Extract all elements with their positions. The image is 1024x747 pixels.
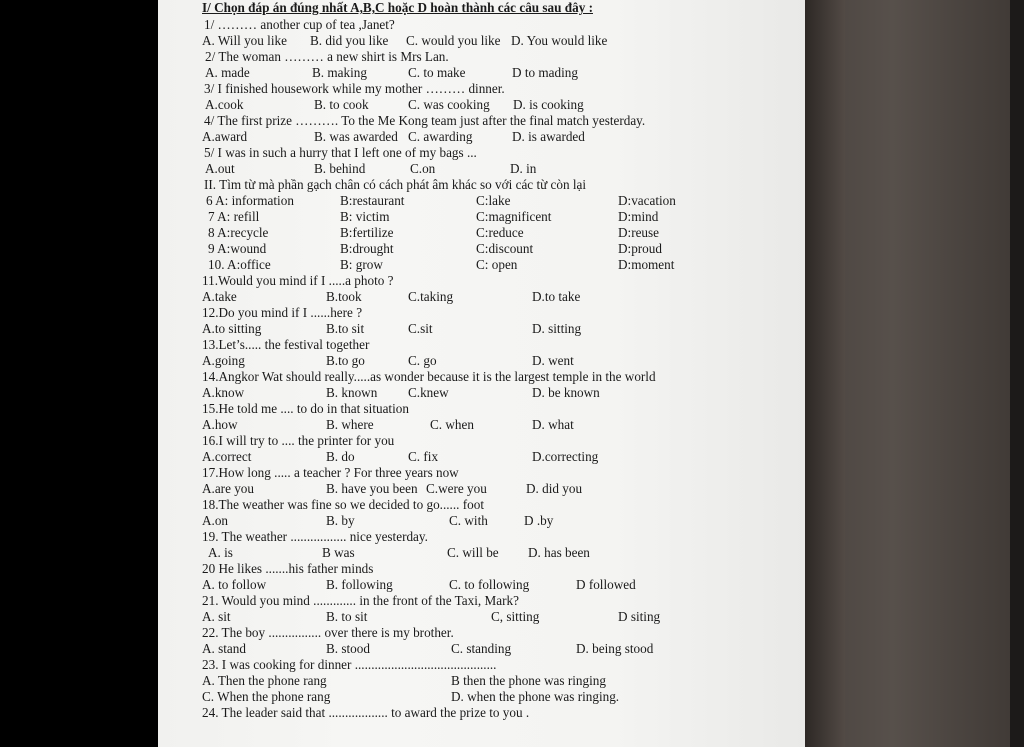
answer-option: A.to sitting <box>202 321 262 336</box>
question-text: 1/ ……… another cup of tea ,Janet? <box>204 17 395 32</box>
answer-option: B. was awarded <box>314 129 398 144</box>
question-text: 2/ The woman ……… a new shirt is Mrs Lan. <box>205 49 449 64</box>
answer-option: B. by <box>326 513 355 528</box>
answer-options-row <box>202 97 802 113</box>
answer-options-row <box>202 609 802 625</box>
question-text: 21. Would you mind ............. in the front of the Taxi, Mark? <box>202 593 519 608</box>
answer-option: A. stand <box>202 641 246 656</box>
answer-option: B. known <box>326 385 378 400</box>
question-text: 13.Let’s..... the festival together <box>202 337 370 352</box>
question-text: 5/ I was in such a hurry that I left one of my bags ... <box>204 145 477 160</box>
desk-background-right <box>805 0 1024 747</box>
answer-options-row <box>202 417 802 433</box>
answer-option: C.on <box>410 161 436 176</box>
answer-option: A.know <box>202 385 245 400</box>
answer-option: D.correcting <box>532 449 599 464</box>
answer-option: D. did you <box>526 481 583 496</box>
answer-option: A. made <box>205 65 250 80</box>
answer-option: D:reuse <box>618 225 660 240</box>
answer-option: D. be known <box>532 385 600 400</box>
paper-stack-edge <box>805 0 845 747</box>
answer-option: A. Then the phone rang <box>202 673 327 688</box>
answer-option: A.award <box>202 129 248 144</box>
answer-option: A.cook <box>205 97 244 112</box>
answer-option: C:reduce <box>476 225 524 240</box>
question-line <box>202 145 802 161</box>
question-text: 15.He told me .... to do in that situation <box>202 401 409 416</box>
question-line <box>202 433 802 449</box>
answer-option: C. will be <box>447 545 499 560</box>
question-text: 17.How long ..... a teacher ? For three years now <box>202 465 459 480</box>
answer-option: D.to take <box>532 289 581 304</box>
answer-option: B:restaurant <box>340 193 405 208</box>
question-text: 4/ The first prize ………. To the Me Kong team just after the final match yesterday. <box>204 113 646 128</box>
question-text: 19. The weather ................. nice yesterday. <box>202 529 428 544</box>
answer-option: D. is awarded <box>512 129 585 144</box>
question-text: II. Tìm từ mà phần gạch chân có cách phát âm khác so với các từ còn lại <box>204 177 587 192</box>
answer-options-row <box>202 129 802 145</box>
question-text: 20 He likes .......his father minds <box>202 561 374 576</box>
answer-option: C. When the phone rang <box>202 689 331 704</box>
answer-option: D:proud <box>618 241 662 256</box>
answer-options-row <box>202 321 802 337</box>
answer-option: B. did you like <box>310 33 389 48</box>
question-text: 24. The leader said that .................. to award the prize to you . <box>202 705 530 720</box>
answer-option: B.to sit <box>326 321 365 336</box>
answer-option: B: victim <box>340 209 390 224</box>
answer-options-row <box>202 289 802 305</box>
answer-options-row <box>202 33 802 49</box>
answer-options-row <box>202 513 802 529</box>
answer-option: 9 A:wound <box>208 241 267 256</box>
answer-option: D. is cooking <box>513 97 584 112</box>
answer-option: A. Will you like <box>202 33 287 48</box>
question-text: 22. The boy ................ over there is my brother. <box>202 625 454 640</box>
question-line <box>202 305 802 321</box>
answer-option: D. has been <box>528 545 590 560</box>
question-line <box>202 401 802 417</box>
answer-options-row <box>202 673 802 689</box>
question-text: 16.I will try to .... the printer for you <box>202 433 395 448</box>
section-heading <box>202 0 802 17</box>
question-line <box>202 529 802 545</box>
answer-option: D. in <box>510 161 537 176</box>
answer-option: C. fix <box>408 449 439 464</box>
answer-options-row <box>202 65 802 81</box>
answer-option: C, sitting <box>491 609 540 624</box>
answer-option: B. to sit <box>326 609 368 624</box>
answer-option: C. was cooking <box>408 97 490 112</box>
answer-option: B. where <box>326 417 374 432</box>
answer-option: C:discount <box>476 241 534 256</box>
answer-options-row <box>202 209 802 225</box>
desk-shadow <box>1010 0 1024 747</box>
answer-option: B: grow <box>340 257 383 272</box>
answer-option: C.taking <box>408 289 454 304</box>
answer-option: D:moment <box>618 257 675 272</box>
question-text: 18.The weather was fine so we decided to go...... foot <box>202 497 484 512</box>
answer-option: C: open <box>476 257 518 272</box>
answer-option: D:mind <box>618 209 659 224</box>
answer-option: B.took <box>326 289 362 304</box>
answer-option: C. when <box>430 417 474 432</box>
answer-option: C. with <box>449 513 488 528</box>
answer-option: B was <box>322 545 355 560</box>
answer-option: D. what <box>532 417 574 432</box>
answer-option: 6 A: information <box>206 193 294 208</box>
answer-option: A.are you <box>202 481 254 496</box>
answer-option: A.on <box>202 513 229 528</box>
question-line <box>202 497 802 513</box>
answer-option: B then the phone was ringing <box>451 673 606 688</box>
answer-option: D. sitting <box>532 321 582 336</box>
question-line <box>202 17 802 33</box>
answer-option: B. stood <box>326 641 370 656</box>
answer-option: C. go <box>408 353 437 368</box>
question-line <box>202 657 802 673</box>
answer-options-row <box>202 161 802 177</box>
answer-option: D. when the phone was ringing. <box>451 689 620 704</box>
answer-options-row <box>202 385 802 401</box>
answer-option: C.knew <box>408 385 449 400</box>
answer-option: D siting <box>618 609 661 624</box>
question-line <box>202 113 802 129</box>
heading-text: I/ Chọn đáp án đúng nhất A,B,C hoặc D hoàn thành các câu sau đây : <box>202 0 593 15</box>
answer-options-row <box>202 545 802 561</box>
answer-option: D followed <box>576 577 636 592</box>
answer-option: A. to follow <box>202 577 267 592</box>
question-line <box>202 49 802 65</box>
answer-option: C. standing <box>451 641 512 656</box>
answer-option: D to mading <box>512 65 578 80</box>
answer-option: B. following <box>326 577 393 592</box>
question-line <box>202 369 802 385</box>
answer-option: B:drought <box>340 241 394 256</box>
question-text: 3/ I finished housework while my mother ……… dinner. <box>204 81 505 96</box>
answer-option: C. would you like <box>406 33 501 48</box>
answer-option: 7 A: refill <box>208 209 260 224</box>
answer-options-row <box>202 257 802 273</box>
question-text: 12.Do you mind if I ......here ? <box>202 305 363 320</box>
question-lines <box>202 17 802 721</box>
answer-options-row <box>202 241 802 257</box>
worksheet-paper <box>158 0 805 747</box>
answer-option: C. to make <box>408 65 466 80</box>
answer-option: B:fertilize <box>340 225 394 240</box>
answer-option: A.going <box>202 353 245 368</box>
answer-option: B. have you been <box>326 481 418 496</box>
answer-option: D. You would like <box>511 33 608 48</box>
answer-option: B. do <box>326 449 355 464</box>
answer-option: A.out <box>205 161 235 176</box>
answer-options-row <box>202 641 802 657</box>
answer-option: D. went <box>532 353 574 368</box>
answer-option: A.take <box>202 289 237 304</box>
answer-option: B. making <box>312 65 367 80</box>
question-text: 23. I was cooking for dinner ........................................... <box>202 657 497 672</box>
answer-option: D .by <box>524 513 554 528</box>
question-line <box>202 177 802 193</box>
answer-option: C:magnificent <box>476 209 552 224</box>
answer-option: B.to go <box>326 353 365 368</box>
answer-options-row <box>202 689 802 705</box>
question-line <box>202 81 802 97</box>
question-line <box>202 273 802 289</box>
answer-options-row <box>202 193 802 209</box>
question-text: 14.Angkor Wat should really.....as wonder because it is the largest temple in the world <box>202 369 656 384</box>
answer-options-row <box>202 353 802 369</box>
desk-background-left <box>0 0 160 747</box>
answer-option: B. behind <box>314 161 366 176</box>
answer-option: A.how <box>202 417 238 432</box>
answer-option: C.were you <box>426 481 487 496</box>
answer-options-row <box>202 225 802 241</box>
answer-option: A.correct <box>202 449 252 464</box>
answer-option: D. being stood <box>576 641 654 656</box>
question-text: 11.Would you mind if I .....a photo ? <box>202 273 394 288</box>
answer-option: 8 A:recycle <box>208 225 269 240</box>
answer-option: C. awarding <box>408 129 473 144</box>
answer-option: D:vacation <box>618 193 676 208</box>
answer-options-row <box>202 449 802 465</box>
question-line <box>202 593 802 609</box>
answer-option: C. to following <box>449 577 530 592</box>
answer-option: C.sit <box>408 321 433 336</box>
question-line <box>202 465 802 481</box>
answer-option: 10. A:office <box>208 257 271 272</box>
answer-option: B. to cook <box>314 97 369 112</box>
worksheet-content <box>202 0 802 721</box>
question-line <box>202 625 802 641</box>
answer-options-row <box>202 481 802 497</box>
answer-option: A. is <box>208 545 233 560</box>
answer-option: C:lake <box>476 193 511 208</box>
question-line <box>202 705 802 721</box>
question-line <box>202 561 802 577</box>
answer-option: A. sit <box>202 609 231 624</box>
answer-options-row <box>202 577 802 593</box>
question-line <box>202 337 802 353</box>
